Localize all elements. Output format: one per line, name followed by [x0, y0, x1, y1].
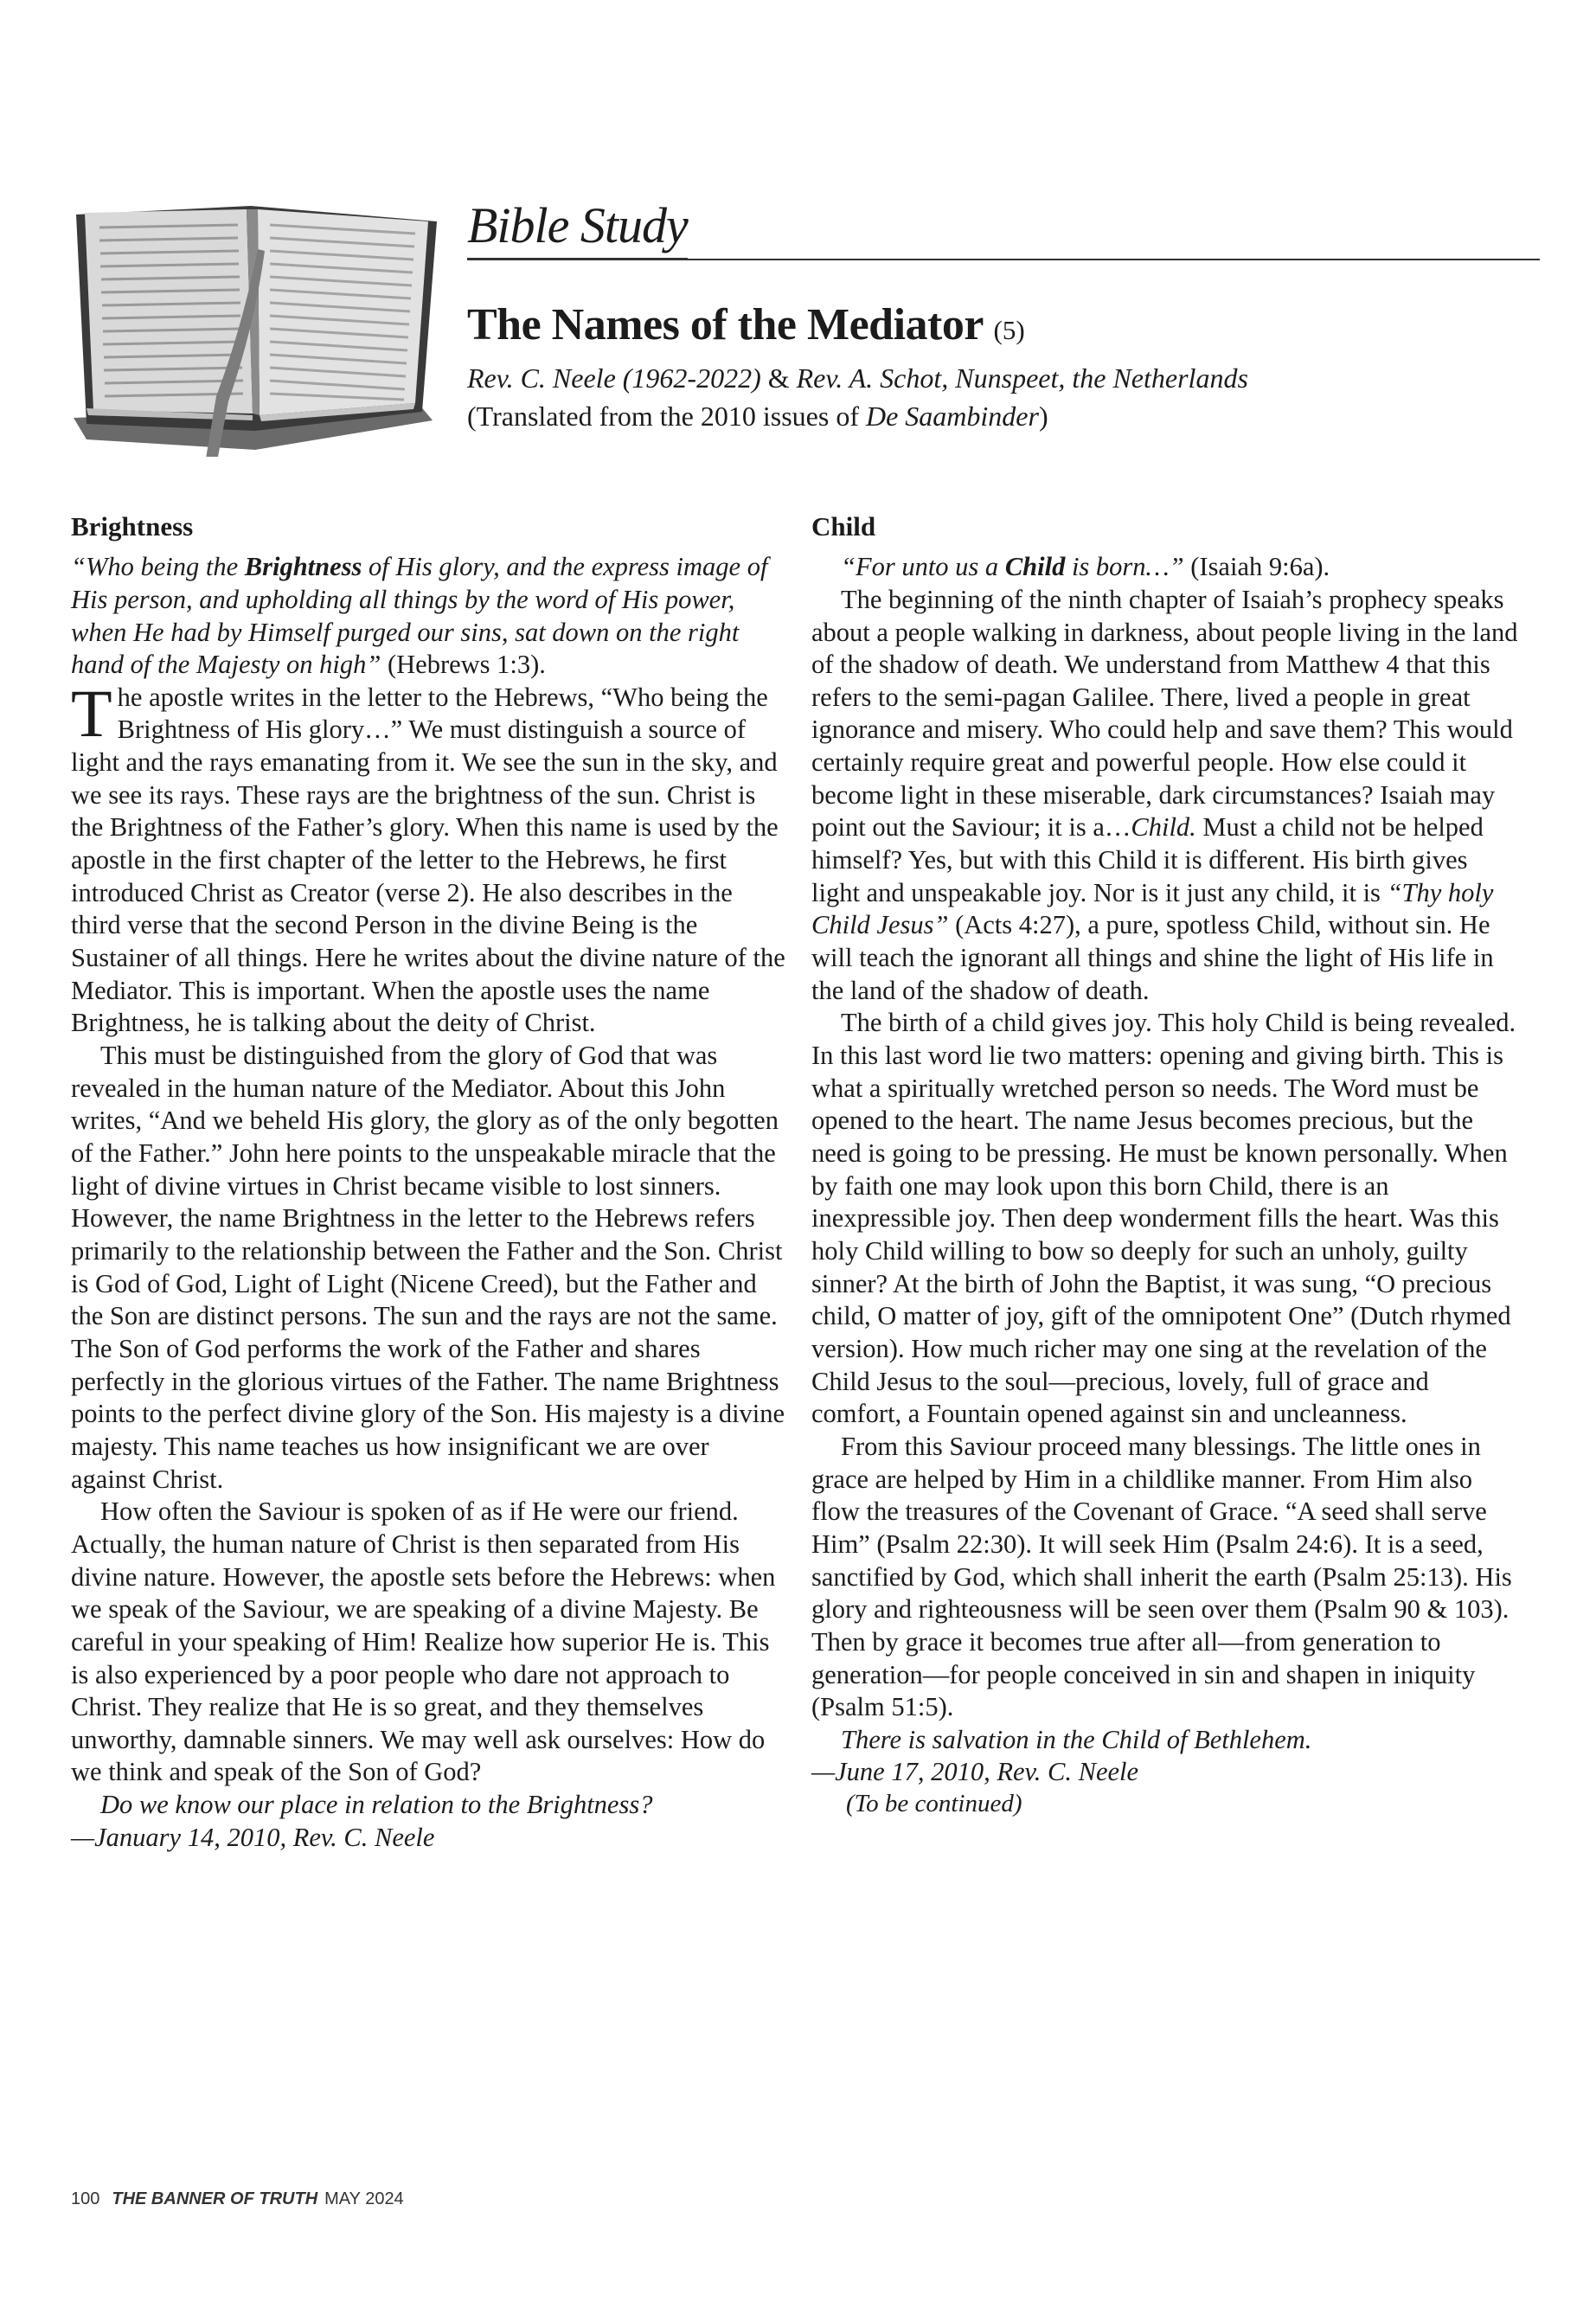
paragraph	[811, 584, 1522, 1008]
left-column	[71, 510, 785, 1854]
translation-prefix: (Translated from the 2010 issues of	[467, 401, 859, 432]
emphasis-quote: “Thy holy Child Jesus”	[811, 877, 1494, 940]
paragraph: The birth of a child gives joy. This holy Child is being revealed. In this last word lie two matters: opening and giving birth. This is what a spiritually wretched person so needs. The Word must be opened to the heart. The name Jesus becomes precious, but the need is going to be pressing. He must be known personally. When by faith one may look upon this born Child, there is an inexpressible joy. Then deep wonderment fills the heart. Was this holy Child willing to bow so deeply for such an unholy, guilty sinner? At the birth of John the Baptist, it was sung, “O precious child, O matter of joy, gift of the omnipotent One” (Dutch rhymed version). How much richer may one sing at the revelation of the Child Jesus to the soul—precious, lovely, full of grace and comfort, a Fountain opened against sin and uncleanness.	[811, 1008, 1516, 1429]
translation-note	[467, 400, 1048, 433]
article-title-text: The Names of the Mediator	[467, 300, 983, 349]
to-be-continued: (To be continued)	[846, 1790, 1022, 1818]
issue-date: MAY 2024	[324, 2189, 404, 2208]
drop-cap: T	[71, 675, 112, 751]
epigraph-child	[811, 551, 1522, 584]
article-title	[467, 300, 1025, 349]
epigraph-text: “Who being the	[71, 552, 245, 582]
epigraph-reference: (Isaiah 9:6a).	[1183, 552, 1330, 582]
right-column	[811, 510, 1522, 1820]
paragraph: This must be distinguished from the glory of God that was revealed in the human nature of the Mediator. About this John writes, “And we beheld His glory, the glory as of the only begotten of the Father.” John here points to the unspeakable miracle that the light of divine virtues in Christ became visible to lost sinners. However, the name Brightness in the letter to the Hebrews refers primarily to the relationship between the Father and the Son. Christ is God of God, Light of Light (Nicene Creed), but the Father and the Son are distinct persons. The sun and the rays are not the same. The Son of God performs the work of the Father and shares perfectly in the glorious virtues of the Father. The name Brightness points to the perfect divine glory of the Son. His majesty is a divine majesty. This name teaches us how insignificant we are over against Christ.	[71, 1041, 785, 1494]
epigraph-text-end: is born…”	[1065, 552, 1184, 582]
paragraph-text: Must a child not be helped himself? Yes, but with this Child it is different. His birth gives light and unspeakable joy. Nor is it just any child, it is	[811, 812, 1484, 907]
page-number: 100	[71, 2189, 100, 2208]
epigraph-text: “For unto us a	[841, 552, 1005, 582]
section-title	[467, 197, 1540, 260]
byline-amp: &	[767, 362, 790, 394]
byline	[467, 362, 1248, 394]
epigraph-emphasis: Brightness	[244, 552, 362, 582]
paragraph	[71, 675, 785, 1040]
heading-child: Child	[811, 511, 876, 542]
byline-author-2: Rev. A. Schot, Nunspeet, the Netherlands	[796, 362, 1248, 394]
paragraph-text: The beginning of the ninth chapter of Isaiah’s prophecy speaks about a people walking in darkness, about people living in the land of the shadow of death. We understand from Matthew 4 that this refers to the semi-pagan Galilee. There, lived a people in great ignorance and misery. Who could help and save them? This would certainly require great and powerful people. How else could it become light in these miserable, dark circumstances? Isaiah may point out the Saviour; it is a…	[811, 584, 1518, 843]
paragraph-text: (Acts 4:27), a pure, spotless Child, without sin. He will teach the ignorant all things and shine the light of His life in the land of the shadow of death.	[811, 910, 1494, 1005]
signoff: —June 17, 2010, Rev. C. Neele	[811, 1757, 1139, 1787]
section-title-text: Bible Study	[467, 201, 688, 260]
epigraph-emphasis: Child	[1004, 552, 1066, 582]
translation-source: De Saambinder	[865, 401, 1039, 432]
article-part: (5)	[993, 315, 1025, 345]
translation-suffix: )	[1038, 401, 1048, 432]
signoff: —January 14, 2010, Rev. C. Neele	[71, 1822, 435, 1852]
paragraph: How often the Saviour is spoken of as if He were our friend. Actually, the human nature of Christ is then separated from His divine nature. However, the apostle sets before the Hebrews: when we speak of the Saviour, we are speaking of a divine Majesty. Be careful in your speaking of Him! Realize how superior He is. This is also experienced by a poor people who dare not approach to Christ. They realize that He is so great, and they themselves unworthy, damnable sinners. We may well ask ourselves: How do we think and speak of the Son of God?	[71, 1497, 776, 1787]
closing-line: There is salvation in the Child of Bethlehem.	[841, 1724, 1312, 1754]
paragraph: From this Saviour proceed many blessings. The little ones in grace are helped by Him in a childlike manner. From Him also flow the treasures of the Covenant of Grace. “A seed shall serve Him” (Psalm 22:30). It will seek Him (Psalm 24:6). It is a seed, sanctified by God, which shall inherit the earth (Psalm 25:13). His glory and righteousness will be seen over them (Psalm 90 & 103). Then by grace it becomes true after all—from generation to generation—for people conceived in sin and shapen in iniquity (Psalm 51:5).	[811, 1431, 1512, 1722]
open-bible-icon	[69, 197, 441, 457]
emphasis-child: Child.	[1131, 812, 1196, 843]
title-rule	[688, 258, 1540, 260]
page-footer	[71, 2189, 404, 2209]
publication-name: THE BANNER OF TRUTH	[112, 2189, 318, 2208]
heading-brightness: Brightness	[71, 511, 194, 542]
paragraph-text: he apostle writes in the letter to the Hebrews, “Who being the Brightness of His glory…” We must distinguish a source of light and the rays emanating from it. We see the sun in the sky, and we see its rays. These rays are the brightness of the sun. Christ is the Brightness of the Father’s glory. When this name is used by the apostle in the first chapter of the letter to the Hebrews, he first introduced Christ as Creator (verse 2). He also describes in the third verse that the second Person in the divine Being is the Sustainer of all things. Here he writes about the divine nature of the Mediator. This is important. When the apostle uses the name Brightness, he is talking about the deity of Christ.	[71, 682, 785, 1038]
epigraph-reference: (Hebrews 1:3).	[387, 650, 546, 680]
closing-line: Do we know our place in relation to the Brightness?	[100, 1790, 653, 1820]
epigraph-brightness	[71, 551, 785, 682]
epigraph-text-end: of His glory, and the express image of His person, and upholding all things by the word of His power, when He had by Himself purged our sins, sat down on the right hand of the Majesty on high”	[71, 552, 768, 680]
byline-author-1: Rev. C. Neele (1962-2022)	[467, 362, 761, 394]
